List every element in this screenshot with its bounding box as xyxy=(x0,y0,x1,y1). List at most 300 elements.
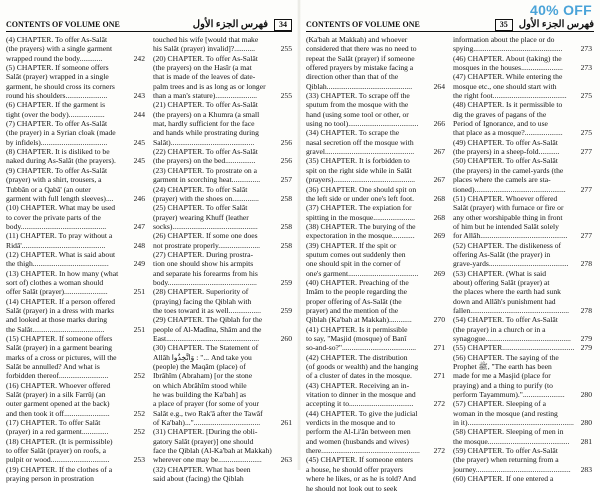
toc-line xyxy=(153,259,292,268)
toc-line-text: (39) CHAPTER. If the spit or xyxy=(306,240,397,250)
toc-line xyxy=(453,44,592,53)
toc-line xyxy=(453,222,592,231)
toc-page-number: 251 xyxy=(133,287,145,297)
toc-line-text: (32) CHAPTER. What has been xyxy=(153,464,251,474)
toc-line-text: (the prayer) in a church or in a xyxy=(453,324,546,334)
toc-line-text: any other worshipable thing in front xyxy=(453,212,563,222)
toc-page-number: 279 xyxy=(580,334,592,343)
toc-line xyxy=(306,156,445,165)
toc-line-text: (8) CHAPTER. It is disliked to be xyxy=(6,147,110,157)
toc-page-number: 280 xyxy=(580,390,592,400)
toc-line-text: and looked at those marks during xyxy=(6,315,108,325)
toc-line-text: (prayers)........................................... xyxy=(306,175,416,185)
toc-line xyxy=(306,297,445,306)
toc-page-number: 244 xyxy=(133,109,145,119)
toc-line-text: (26) CHAPTER. If some one does xyxy=(153,231,258,241)
toc-line xyxy=(453,35,592,44)
toc-line-text: pulpit or wood............................... xyxy=(6,455,110,465)
toc-page-number: 267 xyxy=(433,175,445,185)
toc-line-text: (the prayers) in the camel-yards (the xyxy=(453,165,564,175)
toc-line xyxy=(453,297,592,306)
toc-line-text: (19) CHAPTER. If the clothes of a xyxy=(6,464,113,474)
toc-line-text: (35) CHAPTER. It is forbidden to xyxy=(306,156,410,166)
toc-line xyxy=(6,437,145,446)
toc-line-text: made for me a Masjid (place for xyxy=(453,371,551,381)
toc-line-text: tioned)................................................ xyxy=(453,184,566,194)
toc-line-text: verdicts in the mosque and to xyxy=(306,418,396,428)
toc-line xyxy=(306,203,445,212)
toc-line xyxy=(153,138,292,147)
toc-line-text: so-and-so?"....................................... xyxy=(306,343,417,353)
toc-line-text: sputum from the mosque with the xyxy=(306,100,409,110)
toc-line-text: (18) CHAPTER. (It is permissible) xyxy=(6,436,113,446)
toc-page-number: 277 xyxy=(580,184,592,194)
toc-line-text: Imâm to the people regarding the xyxy=(306,287,408,297)
toc-line-text: (the prayers) on the bed................ xyxy=(153,156,256,166)
toc-line xyxy=(153,213,292,222)
toc-line xyxy=(306,343,445,352)
toc-line xyxy=(6,194,145,203)
toc-line-text: perform Tayammum)."...................... xyxy=(453,390,565,400)
toc-line xyxy=(453,213,592,222)
toc-line xyxy=(153,371,292,380)
toc-page-number: 272 xyxy=(433,446,445,456)
toc-page-number: 275 xyxy=(580,128,592,138)
toc-line xyxy=(153,194,292,203)
toc-line-text: there.................................................... xyxy=(306,446,420,456)
toc-line-text: Salât (prayer) with furnace or fire or xyxy=(453,203,564,213)
toc-line-text: (55) CHAPTER...................................... xyxy=(453,343,575,353)
toc-line-text: (27) CHAPTER. During prostra- xyxy=(153,249,253,259)
toc-line xyxy=(153,437,292,446)
toc-line xyxy=(453,128,592,137)
toc-line xyxy=(6,287,145,296)
toc-line xyxy=(306,465,445,474)
toc-line-text: (54) CHAPTER. To offer As-Salât xyxy=(453,315,558,325)
toc-line xyxy=(153,72,292,81)
toc-line xyxy=(306,427,445,436)
toc-line-text: synagogue............................................. xyxy=(453,334,571,343)
toc-line xyxy=(153,409,292,418)
toc-line xyxy=(153,390,292,399)
toc-line xyxy=(306,147,445,156)
toc-line-text: sort of) clothes a woman should xyxy=(6,277,104,287)
toc-line-text: one's garment..................................... xyxy=(306,268,419,278)
toc-line-text: Qiblah............................................. xyxy=(306,81,413,91)
toc-line-text: offered prayers by mistake facing a xyxy=(306,63,414,73)
toc-line-text: for Allâh.............................................. xyxy=(453,231,568,241)
toc-line-text: his Salât (prayer) invalid]?........... xyxy=(153,44,256,54)
toc-line xyxy=(6,399,145,408)
toc-line-text: the mosque........................................... xyxy=(453,436,570,446)
toc-line-text: Period of Ignorance, and to use xyxy=(453,119,548,129)
toc-line xyxy=(6,418,145,427)
toc-line xyxy=(453,325,592,334)
toc-line-text: Salât (prayer) in a dress with marks xyxy=(6,305,114,315)
toc-line xyxy=(153,147,292,156)
toc-line xyxy=(153,343,292,352)
left-page-header xyxy=(6,18,292,32)
toc-page-number: 252 xyxy=(133,371,145,381)
toc-line-text: (23) CHAPTER. To prostrate on a xyxy=(153,165,257,175)
toc-line-text: to cover the private parts of the xyxy=(6,212,101,222)
toc-page-number: 261 xyxy=(280,418,292,428)
toc-line xyxy=(306,110,445,119)
toc-line xyxy=(6,63,145,72)
toc-line-text: information about the place or do xyxy=(453,35,555,44)
toc-line-text: (of goods or wealth) and the hanging xyxy=(306,362,419,372)
toc-line-text: Ridâ'............................................ xyxy=(6,240,106,250)
toc-line xyxy=(306,54,445,63)
toc-line xyxy=(453,427,592,436)
toc-line-text: socks)............................................. xyxy=(153,221,258,231)
toc-line xyxy=(306,231,445,240)
toc-page-number: 271 xyxy=(433,371,445,381)
toc-line xyxy=(306,91,445,100)
toc-line-text: (prayer) with the shoes on.............. xyxy=(153,193,259,203)
toc-line xyxy=(306,35,445,44)
toc-line-text: not prostrate properly...................... xyxy=(153,240,261,250)
right-page-column-2 xyxy=(453,35,592,493)
toc-line xyxy=(6,343,145,352)
toc-line-text: (57) CHAPTER. Sleeping of a xyxy=(453,399,547,409)
toc-line xyxy=(306,138,445,147)
toc-line xyxy=(453,91,592,100)
toc-line xyxy=(306,259,445,268)
toc-line-text: the thigh........................................ xyxy=(6,259,109,269)
toc-line xyxy=(453,138,592,147)
toc-line-text: (48) CHAPTER. Is it permissible to xyxy=(453,100,563,110)
toc-line-text: (the prayers) on a Khumra (a small xyxy=(153,109,260,119)
toc-page-number: 266 xyxy=(433,119,445,129)
toc-line-text: outer garment opened at the back) xyxy=(6,399,110,409)
toc-line xyxy=(453,100,592,109)
toc-line-text: (6) CHAPTER. If the garment is xyxy=(6,100,106,110)
toc-line xyxy=(453,381,592,390)
toc-line-text: (60) CHAPTER. If one entered a xyxy=(453,474,554,484)
toc-line-text: (17) CHAPTER. To offer Salât xyxy=(6,418,101,428)
toc-line xyxy=(453,399,592,408)
toc-line xyxy=(306,213,445,222)
toc-line-text: woman in the mosque (and resting xyxy=(453,408,558,418)
toc-page-number: 270 xyxy=(433,315,445,325)
toc-line-text: Salât)............................................ xyxy=(153,137,255,147)
toc-line xyxy=(453,82,592,91)
toc-line xyxy=(153,175,292,184)
toc-line-text: (Ka'bah at Makkah) and whoever xyxy=(306,35,408,44)
toc-line-text: to say, "Masjid (mosque) of Banî xyxy=(306,334,407,343)
toc-line xyxy=(6,72,145,81)
toc-line xyxy=(306,287,445,296)
book-gutter xyxy=(297,0,301,470)
toc-line-text: he should not look out to seek xyxy=(306,483,398,493)
toc-line-text: (12) CHAPTER. What is said about xyxy=(6,249,116,259)
toc-line xyxy=(153,353,292,362)
toc-line-text: in it)........................................................ xyxy=(453,418,574,428)
toc-line-text: garment, he should cross its corners xyxy=(6,81,115,91)
toc-line xyxy=(153,44,292,53)
left-page-title: CONTENTS OF VOLUME ONE xyxy=(6,20,120,29)
toc-line xyxy=(306,455,445,464)
toc-line xyxy=(6,203,145,212)
toc-line xyxy=(6,110,145,119)
toc-line xyxy=(153,203,292,212)
toc-line xyxy=(453,418,592,427)
toc-page-number: 252 xyxy=(133,408,145,418)
toc-line xyxy=(306,325,445,334)
toc-line-text: perform the Al-Li'ân between men xyxy=(306,427,411,437)
toc-line xyxy=(153,54,292,63)
toc-line-text: (10) CHAPTER. What may be used xyxy=(6,203,116,213)
toc-line-text: (20) CHAPTER. To offer As-Salât xyxy=(153,53,258,63)
toc-line xyxy=(153,250,292,259)
toc-line-text: Qiblah (Ka'bah at Makkah)............ xyxy=(306,315,412,325)
toc-line xyxy=(153,91,292,100)
toc-page-number: 257 xyxy=(280,175,292,185)
toc-line xyxy=(306,82,445,91)
toc-line-text: Salât (prayer) in a silk Farrûj (an xyxy=(6,390,106,400)
toc-line xyxy=(306,44,445,53)
toc-line xyxy=(453,241,592,250)
toc-line xyxy=(6,306,145,315)
toc-line-text: Allâh وَاتَّخِذُوا : "... And take you xyxy=(153,352,252,362)
toc-line-text: Salât (prayer) wrapped in a single xyxy=(6,72,109,82)
toc-page-number: 272 xyxy=(433,399,445,409)
toc-line xyxy=(453,166,592,175)
toc-line-text: considered that there was no need to xyxy=(306,44,417,54)
toc-line-text: (29) CHAPTER. The Qiblah for the xyxy=(153,315,263,325)
toc-line xyxy=(453,156,592,165)
toc-page-number: 258 xyxy=(280,240,292,250)
toc-page-number: 242 xyxy=(133,53,145,63)
toc-line xyxy=(6,455,145,464)
toc-page-number: 279 xyxy=(580,343,592,353)
toc-line-text: nasal secretion off the mosque with xyxy=(306,137,414,147)
toc-line-text: (51) CHAPTER. Whoever offered xyxy=(453,193,558,203)
toc-line xyxy=(306,63,445,72)
toc-line-text: garment in scorching heat............... xyxy=(153,175,261,185)
toc-line-text: of him but he intended Salât solely xyxy=(453,221,559,231)
toc-page-number: 267 xyxy=(433,147,445,157)
toc-line xyxy=(306,222,445,231)
toc-page-number: 246 xyxy=(133,193,145,203)
toc-page-number: 259 xyxy=(280,305,292,315)
toc-line xyxy=(153,156,292,165)
toc-line-text: East................................................. xyxy=(153,334,260,343)
toc-line-text: offering As-Salât (the prayer) in xyxy=(453,249,551,259)
toc-line xyxy=(153,418,292,427)
toc-line xyxy=(6,446,145,455)
toc-line-text: to offer Salât (prayer) on roofs, a xyxy=(6,446,107,456)
toc-line xyxy=(6,269,145,278)
toc-line xyxy=(6,166,145,175)
toc-page-number: 273 xyxy=(580,63,592,73)
toc-line-text: Ibrâhîm (Abraham) [or the stone xyxy=(153,371,253,381)
toc-line xyxy=(153,231,292,240)
toc-line xyxy=(6,465,145,474)
toc-line-text: (4) CHAPTER. To offer As-Salât xyxy=(6,35,108,44)
right-page xyxy=(306,18,594,493)
toc-page-number: 275 xyxy=(580,91,592,101)
toc-line-text: (33) CHAPTER. To scrape off the xyxy=(306,91,410,101)
toc-line xyxy=(306,437,445,446)
toc-page-number: 278 xyxy=(580,259,592,269)
toc-page-number: 269 xyxy=(433,268,445,278)
toc-page-number: 263 xyxy=(280,455,292,465)
toc-line xyxy=(453,409,592,418)
toc-line-text: (47) CHAPTER. While entering the xyxy=(453,72,563,82)
toc-line-text: (7) CHAPTER. To offer As-Salât xyxy=(6,119,108,129)
toc-line xyxy=(6,35,145,44)
toc-line-text: (43) CHAPTER. Receiving an in- xyxy=(306,380,410,390)
toc-line xyxy=(153,315,292,324)
toc-line-text: (11) CHAPTER. To pray without a xyxy=(6,231,113,241)
toc-line-text: than a man's stature)...................... xyxy=(153,91,258,101)
toc-line xyxy=(453,362,592,371)
toc-line-text: (36) CHAPTER. One should spit on xyxy=(306,184,417,194)
toc-line-text: the left side or under one's left foot. xyxy=(306,193,415,203)
toc-line xyxy=(453,194,592,203)
toc-line-text: (16) CHAPTER. Whoever offered xyxy=(6,380,111,390)
toc-line-text: (37) CHAPTER. The expiation for xyxy=(306,203,412,213)
toc-line xyxy=(6,278,145,287)
toc-line-text: repeat the Salât (prayer) if someone xyxy=(306,53,415,63)
toc-line-text: the places where the earth had sunk xyxy=(453,287,561,297)
toc-line xyxy=(6,390,145,399)
right-page-arabic-title: فهرس الجزء الأول xyxy=(518,19,594,30)
toc-line-text: Tubbân or a Qabâ' (an outer xyxy=(6,184,91,194)
toc-line xyxy=(453,72,592,81)
toc-line-text: spying............................................... xyxy=(453,44,563,54)
toc-line-text: (the prayer) in a Syrian cloak (made xyxy=(6,128,116,138)
toc-page-number: 255 xyxy=(280,44,292,54)
toc-page-number: 268 xyxy=(433,212,445,222)
toc-line-text: expectoration in the mosque............ xyxy=(306,231,415,241)
toc-line xyxy=(6,427,145,436)
toc-line-text: and then took it off........................ xyxy=(6,408,110,418)
toc-line-text: (the prayer) when returning from a xyxy=(453,455,559,465)
toc-line-text: (25) CHAPTER. To offer Salât xyxy=(153,203,248,213)
toc-line xyxy=(6,54,145,63)
toc-line-text: mat, hardly sufficient for the face xyxy=(153,119,255,129)
toc-line-text: of a cluster of dates in the mosque. xyxy=(306,371,412,381)
toc-line xyxy=(453,259,592,268)
toc-line-text: the right foot....................................... xyxy=(453,91,567,101)
toc-line xyxy=(453,231,592,240)
toc-page-number: 269 xyxy=(433,231,445,241)
toc-line-text: vitation to dinner in the mosque and xyxy=(306,390,416,400)
toc-line xyxy=(306,381,445,390)
toc-line-text: that place as a mosque?.................... xyxy=(453,128,563,138)
toc-line xyxy=(306,128,445,137)
toc-line-text: wrapped round the body............ xyxy=(6,53,103,63)
toc-line-text: down and Allâh's punishment had xyxy=(453,296,556,306)
toc-page-number: 260 xyxy=(280,334,292,343)
toc-page-number: 283 xyxy=(580,464,592,474)
toc-line-text: (15) CHAPTER. If someone offers xyxy=(6,334,113,343)
toc-line-text: Salât (prayer) in a garment bearing xyxy=(6,343,113,353)
toc-line xyxy=(6,241,145,250)
toc-line xyxy=(6,185,145,194)
toc-page-number: 278 xyxy=(580,305,592,315)
left-page-column-2 xyxy=(153,35,292,484)
toc-line xyxy=(453,315,592,324)
toc-line-text: Salât e.g., two Rak'â after the Tawâf xyxy=(153,408,263,418)
toc-line-text: and separate his forearms from his xyxy=(153,268,258,278)
toc-line-text: Prophet ﷺ, "The earth has been xyxy=(453,362,552,372)
toc-line xyxy=(306,362,445,371)
toc-line xyxy=(306,269,445,278)
left-page xyxy=(6,18,292,484)
toc-line-text: mosque etc., one should start with xyxy=(453,81,557,91)
toc-line xyxy=(6,100,145,109)
toc-page-number: 281 xyxy=(580,436,592,446)
toc-line-text: tion one should show his armpits xyxy=(153,259,254,269)
toc-line xyxy=(153,399,292,408)
toc-line xyxy=(306,399,445,408)
toc-page-number: 258 xyxy=(280,193,292,203)
toc-line-text: (prayer) in a red garment.............. xyxy=(6,427,109,437)
toc-page-number: 255 xyxy=(280,91,292,101)
toc-line xyxy=(153,334,292,343)
toc-line-text: (42) CHAPTER. The distribution xyxy=(306,352,408,362)
toc-line-text: (45) CHAPTER. If someone enters xyxy=(306,455,413,465)
toc-line-text: praying) and a thing to purify (to xyxy=(453,380,553,390)
right-page-title: CONTENTS OF VOLUME ONE xyxy=(306,20,420,29)
toc-line-text: said about (facing) the Qiblah xyxy=(153,474,244,484)
toc-line xyxy=(453,250,592,259)
toc-line xyxy=(153,427,292,436)
toc-line-text: and hands while prostrating during xyxy=(153,128,259,138)
toc-page-number: 248 xyxy=(133,240,145,250)
toc-line-text: direction other than that of the xyxy=(306,72,399,82)
toc-line-text: prayer) and the mention of the xyxy=(306,305,399,315)
toc-line-text: (50) CHAPTER. To offer As-Salât xyxy=(453,156,558,166)
toc-page-number: 249 xyxy=(133,259,145,269)
toc-line-text: (44) CHAPTER. To give the judicial xyxy=(306,408,418,418)
left-page-column-1 xyxy=(6,35,145,484)
toc-line-text: where he likes, or as he is told? And xyxy=(306,474,416,484)
toc-line-text: (52) CHAPTER. The dislikeness of xyxy=(453,240,562,250)
toc-line-text: he was building the Ka'bah] as xyxy=(153,390,247,400)
toc-line xyxy=(153,381,292,390)
toc-line xyxy=(453,465,592,474)
discount-banner[interactable]: 40% OFF xyxy=(529,2,592,18)
toc-line xyxy=(153,63,292,72)
toc-line-text: palm trees and is as long as or longer xyxy=(153,81,266,91)
toc-page-number: 245 xyxy=(133,137,145,147)
toc-line xyxy=(153,278,292,287)
toc-line-text: spitting in the mosque...................... xyxy=(306,212,416,222)
toc-line xyxy=(153,362,292,371)
toc-line-text: (41) CHAPTER. Is it permissible xyxy=(306,324,408,334)
toc-line-text: accepting it to.................................. xyxy=(306,399,414,409)
toc-line xyxy=(453,390,592,399)
toc-line xyxy=(453,110,592,119)
toc-line xyxy=(453,203,592,212)
toc-line xyxy=(306,278,445,287)
toc-line xyxy=(6,297,145,306)
toc-line-text: sputum comes out suddenly then xyxy=(306,249,406,259)
toc-line xyxy=(453,147,592,156)
toc-line xyxy=(453,278,592,287)
toc-line xyxy=(306,175,445,184)
toc-line xyxy=(453,175,592,184)
toc-line xyxy=(153,222,292,231)
toc-line xyxy=(6,119,145,128)
toc-page-number: 268 xyxy=(433,193,445,203)
toc-line-text: (praying) facing the Qiblah with xyxy=(153,296,252,306)
